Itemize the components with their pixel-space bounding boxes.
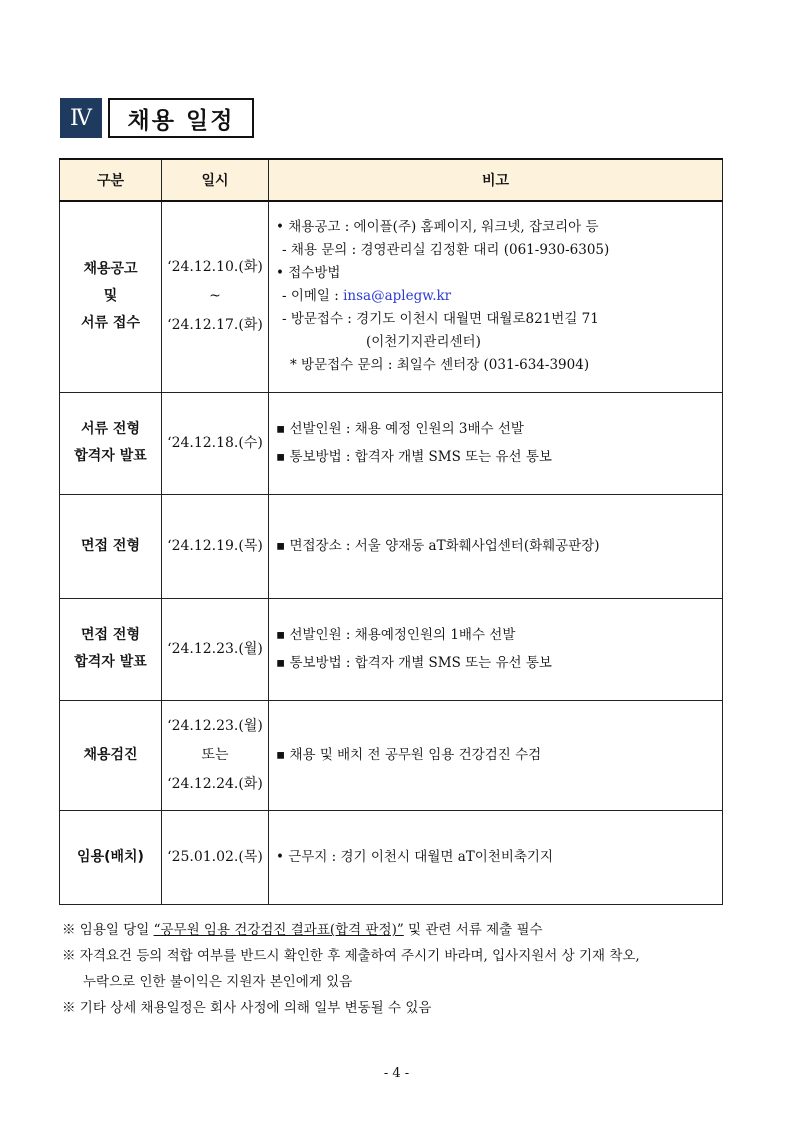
note-line: • 채용공고 : 에이플(주) 홈페이지, 워크넷, 잡코리아 등 — [276, 219, 599, 236]
note-line: ▪ 통보방법 : 합격자 개별 SMS 또는 유선 통보 — [276, 655, 552, 671]
date-line: ‘24.12.23.(월) — [167, 640, 263, 657]
note-line: ▪ 면접장소 : 서울 양재동 aT화훼사업센터(화훼공판장) — [276, 537, 600, 554]
category-line: 합격자 발표 — [74, 654, 147, 670]
note-line: ▪ 선발인원 : 채용예정인원의 1배수 선발 — [276, 627, 516, 643]
date-line: 또는 — [201, 746, 229, 763]
table-row — [60, 494, 723, 598]
category-line: 서류 접수 — [81, 315, 140, 332]
table-row — [60, 700, 723, 810]
section-number: Ⅳ — [60, 98, 102, 138]
date-line: ‘24.12.17.(화) — [167, 317, 263, 334]
header-category: 구분 — [60, 159, 162, 201]
category-line: 채용공고 — [83, 261, 138, 278]
table-header-row — [60, 159, 723, 201]
table-row — [60, 392, 723, 494]
category-line: 합격자 발표 — [74, 448, 147, 464]
footnote-3: ※ 기타 상세 채용일정은 회사 사정에 의해 일부 변동될 수 있음 — [62, 1000, 432, 1016]
section-title: 채용 일정 — [108, 98, 254, 138]
row-notes — [269, 598, 723, 700]
row-notes — [269, 700, 723, 810]
email-label: - 이메일 : — [282, 288, 344, 305]
date-line: ‘24.12.24.(화) — [167, 775, 263, 792]
row-notes — [269, 494, 723, 598]
row-date — [162, 392, 269, 494]
footnote-text: ※ 임용일 당일 — [62, 922, 154, 938]
row-category — [60, 494, 162, 598]
footnote-2-continued: 누락으로 인한 불이익은 지원자 본인에게 있음 — [83, 974, 353, 990]
category-line: 면접 전형 — [81, 537, 140, 554]
page-number: - 4 - — [383, 1066, 410, 1081]
date-line: ‘25.01.02.(목) — [167, 848, 263, 865]
date-line: ‘24.12.18.(수) — [167, 434, 263, 451]
note-line: - 방문접수 : 경기도 이천시 대월면 대월로821번길 71 — [282, 311, 599, 328]
row-date — [162, 494, 269, 598]
row-date — [162, 700, 269, 810]
row-notes — [269, 201, 723, 392]
category-line: 면접 전형 — [81, 627, 140, 643]
row-category — [60, 700, 162, 810]
row-date — [162, 201, 269, 392]
note-line: ▪ 채용 및 배치 전 공무원 임용 건강검진 수검 — [276, 746, 542, 763]
table-row — [60, 201, 723, 392]
header-date: 일시 — [162, 159, 269, 201]
category-line: 임용(배치) — [77, 848, 144, 865]
table-row — [60, 810, 723, 904]
note-line: ▪ 통보방법 : 합격자 개별 SMS 또는 유선 통보 — [276, 449, 552, 465]
footnote-1 — [62, 917, 752, 943]
email-link[interactable]: insa@aplegw.kr — [343, 288, 452, 305]
note-line: • 근무지 : 경기 이천시 대월면 aT이천비축기지 — [276, 848, 554, 865]
date-line: ~ — [209, 288, 221, 305]
footnote-text: 및 관련 서류 제출 필수 — [403, 922, 543, 938]
row-category — [60, 392, 162, 494]
row-category — [60, 201, 162, 392]
footnote-2: ※ 자격요건 등의 적합 여부를 반드시 확인한 후 제출하여 주시기 바라며, 입사지원서 상 기재 착오, — [62, 948, 640, 964]
header-notes: 비고 — [269, 159, 723, 201]
footnote-emphasis: “공무원 임용 건강검진 결과표(합격 판정)” — [153, 922, 404, 938]
date-line: ‘24.12.10.(화) — [167, 259, 263, 276]
footnotes — [62, 917, 752, 1021]
note-line: - 채용 문의 : 경영관리실 김정환 대리 (061-930-6305) — [282, 242, 610, 259]
note-line: (이천기지관리센터) — [366, 334, 481, 351]
category-line: 채용검진 — [83, 746, 138, 763]
note-line: * 방문접수 문의 : 최일수 센터장 (031-634-3904) — [290, 357, 590, 374]
row-notes — [269, 392, 723, 494]
row-category — [60, 810, 162, 904]
row-category — [60, 598, 162, 700]
schedule-table — [59, 158, 723, 905]
date-line: ‘24.12.23.(월) — [167, 717, 263, 734]
row-notes — [269, 810, 723, 904]
date-line: ‘24.12.19.(목) — [167, 537, 263, 554]
note-line: • 접수방법 — [276, 265, 341, 282]
category-line: 및 — [103, 288, 118, 305]
table-row — [60, 598, 723, 700]
category-line: 서류 전형 — [81, 421, 140, 437]
row-date — [162, 598, 269, 700]
section-header — [60, 98, 254, 138]
note-line: ▪ 선발인원 : 채용 예정 인원의 3배수 선발 — [276, 421, 524, 437]
row-date — [162, 810, 269, 904]
note-line-email — [276, 285, 722, 308]
